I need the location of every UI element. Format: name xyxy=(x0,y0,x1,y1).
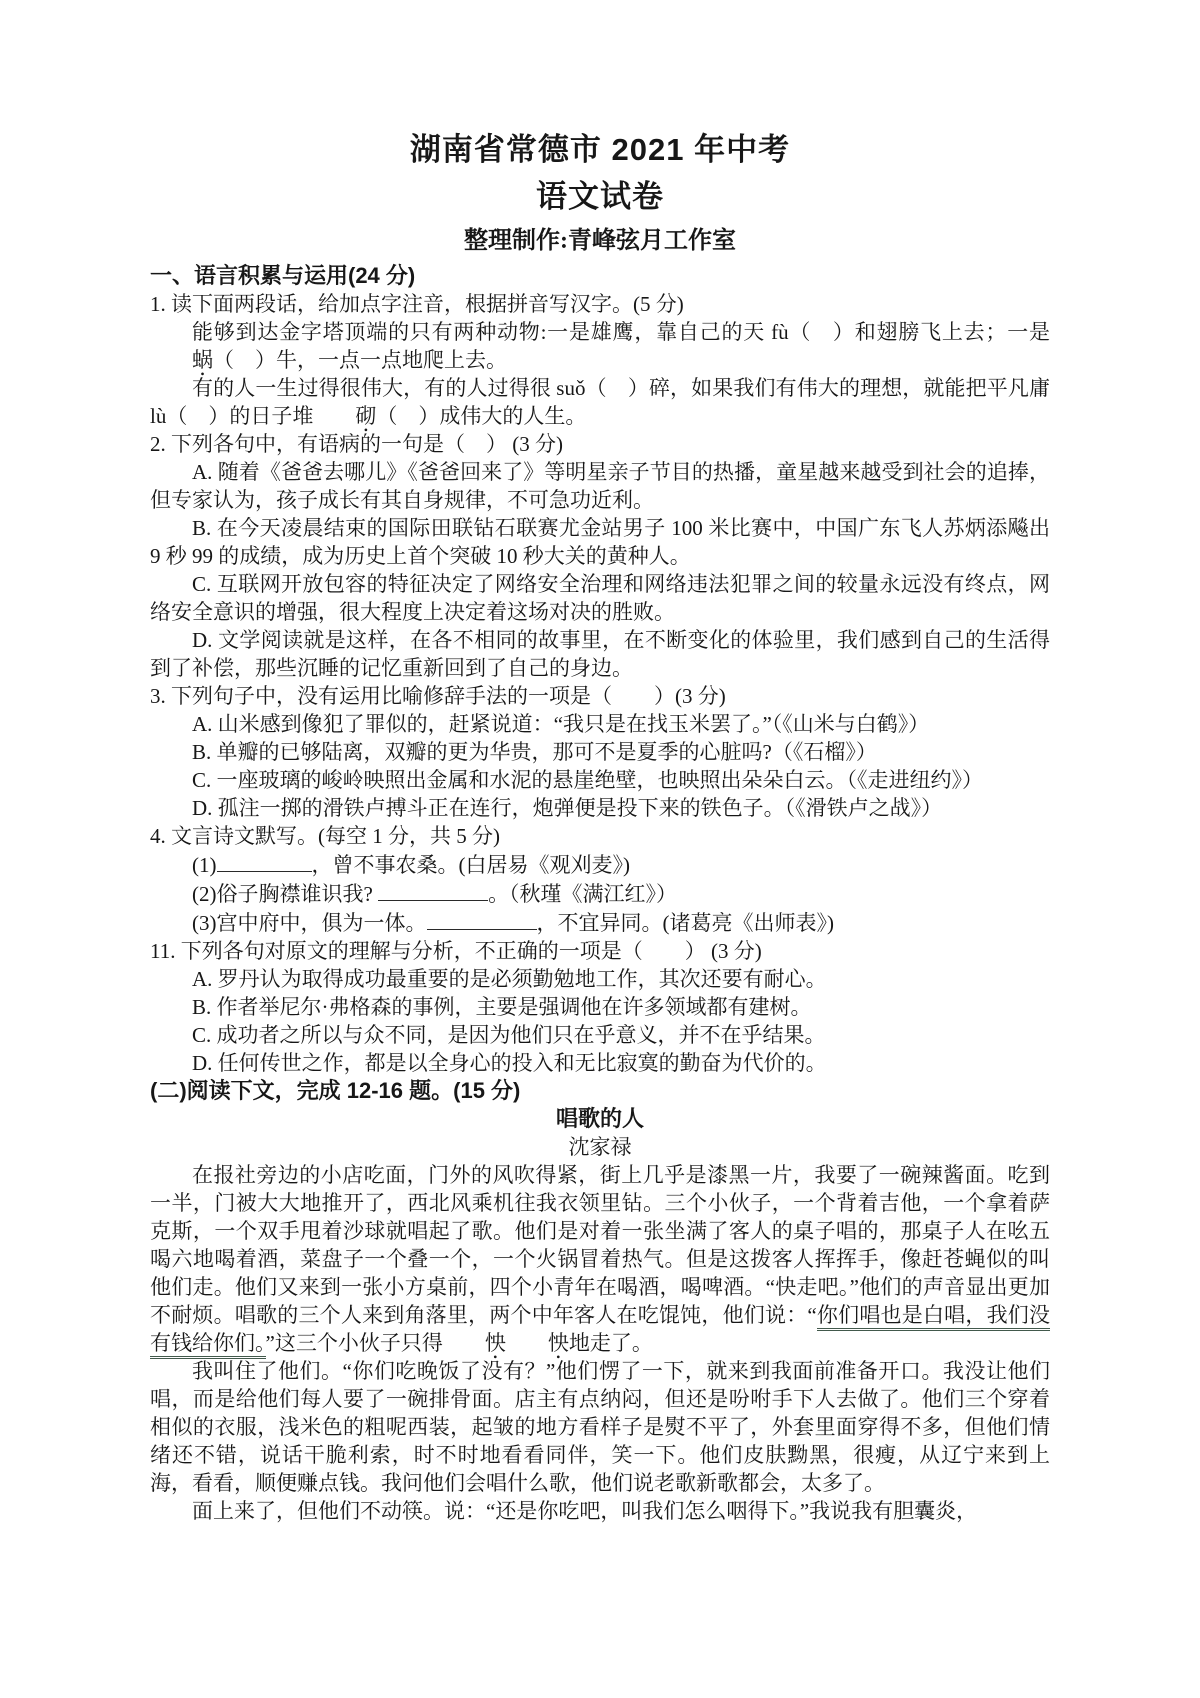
question-3-option-b xyxy=(150,738,1050,766)
text-segment: 。（秋瑾《满江红》） xyxy=(488,882,678,906)
text-segment: ，曾不事农桑。(白居易《观刈麦》) xyxy=(311,853,630,877)
question-3-option-c xyxy=(150,766,1050,794)
text-segment: 在报社旁边的小店吃面，门外的风吹得紧，街上几乎是漆黑一片，我要了一碗辣酱面。吃到一半，门被大大地推开了，西北风乘机往我衣领里钻。三个小伙子，一个背着吉他，一个拿着萨克斯，一个双手甩着沙球就唱起了歌。他们是对着一张坐满了客人的桌子唱的，那桌子人在吆五喝六地喝着酒，菜盘子一个叠一个，一个火锅冒着热气。但是这拨客人挥挥手，像赶苍蝇似的叫他们走。他们又来到一张小方桌前，四个小青年在喝酒，喝啤酒。“快走吧。”他们的声音显出更加不耐烦。唱歌的三个人来到角落里，两个中年客人在吃馄饨，他们说：“ xyxy=(150,1163,1050,1327)
answer-blank xyxy=(427,908,537,930)
text-segment: 有的人一生过得很伟大，有的人过得很 suǒ（ ）碎，如果我们有伟大的理想，就能把平凡庸 lù（ ）的日子堆 xyxy=(150,376,1050,428)
text-segment: 唱歌的人 xyxy=(555,1106,644,1131)
document-title-line2: 语文试卷 xyxy=(536,179,664,214)
text-segment: C. 一座玻璃的峻岭映照出金属和水泥的悬崖绝壁，也映照出朵朵白云。（《走进纽约》） xyxy=(192,768,984,792)
text-segment: B. 作者举尼尔·弗格森的事例，主要是强调他在许多领域都有建树。 xyxy=(192,995,812,1019)
underlined-quote: 你们唱也是白唱，我们没有钱给你们。 xyxy=(150,1303,1050,1359)
text-segment: D. 孤注一掷的滑铁卢搏斗正在连行，炮弹便是投下来的铁色子。（《滑铁卢之战》） xyxy=(192,796,943,820)
section-heading-2 xyxy=(150,1077,1050,1105)
text-segment: 11. 下列各句对原文的理解与分析，不正确的一项是（ ） (3 分) xyxy=(150,939,762,963)
text-segment: D. 任何传世之作，都是以全身心的投入和无比寂寞的勤奋为代价的。 xyxy=(192,1051,827,1075)
passage-paragraph-3 xyxy=(150,1497,1050,1525)
text-segment: 面上来了，但他们不动筷。说：“还是你吃吧，叫我们怎么咽得下。”我说我有胆囊炎， xyxy=(192,1499,978,1523)
text-segment: （ ）牛，一点一点地爬上去。 xyxy=(213,348,507,372)
emphasized-character: 砌 xyxy=(355,404,377,428)
text-segment: (2)俗子胸襟谁识我? xyxy=(192,882,379,906)
text-segment: 2. 下列各句中，有语病的一句是（ ） (3 分) xyxy=(150,432,563,456)
question-1-passage-1 xyxy=(150,318,1050,374)
passage-paragraph-1 xyxy=(150,1161,1050,1357)
passage-paragraph-2 xyxy=(150,1357,1050,1497)
text-segment: C. 互联网开放包容的特征决定了网络安全治理和网络违法犯罪之间的较量永远没有终点，网络安全意识的增强，很大程度上决定着这场对决的胜败。 xyxy=(150,572,1050,624)
question-3-option-a xyxy=(150,710,1050,738)
question-4-stem xyxy=(150,822,1050,850)
answer-blank xyxy=(217,850,312,872)
emphasized-character: 蜗 xyxy=(192,348,213,372)
question-1-stem xyxy=(150,290,1050,318)
text-segment: 一、语言积累与运用(24 分) xyxy=(150,263,416,288)
text-segment: (1) xyxy=(192,853,217,877)
question-11-stem xyxy=(150,937,1050,965)
document-byline: 整理制作:青峰弦月工作室 xyxy=(464,228,736,254)
text-segment: 1. 读下面两段话，给加点字注音，根据拼音写汉字。(5 分) xyxy=(150,292,684,316)
text-segment: 沈家禄 xyxy=(568,1135,632,1159)
emphasized-character: 怏 xyxy=(484,1331,506,1355)
emphasized-character: 怏 xyxy=(547,1331,569,1355)
question-4-item-2 xyxy=(150,879,1050,908)
document-content xyxy=(150,262,1050,1525)
text-segment: A. 山米感到像犯了罪似的，赶紧说道：“我只是在找玉米罢了。”（《山米与白鹤》） xyxy=(192,712,930,736)
question-3-stem xyxy=(150,682,1050,710)
question-4-item-3 xyxy=(150,908,1050,937)
question-11-option-b xyxy=(150,993,1050,1021)
answer-blank xyxy=(378,879,488,901)
question-11-option-c xyxy=(150,1021,1050,1049)
text-segment: 4. 文言诗文默写。(每空 1 分，共 5 分) xyxy=(150,824,500,848)
text-segment: 我叫住了他们。“你们吃晚饭了没有？”他们愣了一下，就来到我面前准备开口。我没让他们唱，而是给他们每人要了一碗排骨面。店主有点纳闷，但还是吩咐手下人去做了。他们三个穿着相似的衣服，浅米色的粗呢西装，起皱的地方看样子是熨不平了，外套里面穿得不多，但他们情绪还不错，说话干脆利索，时不时地看看同伴，笑一下。他们皮肤黝黑，很瘦，从辽宁来到上海，看看，顺便赚点钱。我问他们会唱什么歌，他们说老歌新歌都会，太多了。 xyxy=(150,1359,1050,1495)
text-segment: A. 罗丹认为取得成功最重要的是必须勤勉地工作，其次还要有耐心。 xyxy=(192,967,827,991)
document-title-line1: 湖南省常德市 2021 年中考 xyxy=(409,132,791,167)
text-segment: (二)阅读下文，完成 12-16 题。(15 分) xyxy=(150,1078,521,1103)
text-segment: ，不宜异同。(诸葛亮《出师表》) xyxy=(536,911,834,935)
text-segment: D. 文学阅读就是这样，在各不相同的故事里，在不断变化的体验里，我们感到自己的生活得到了补偿，那些沉睡的记忆重新回到了自己的身边。 xyxy=(150,628,1050,680)
text-segment: C. 成功者之所以与众不同，是因为他们只在乎意义，并不在乎结果。 xyxy=(192,1023,826,1047)
question-11-option-a xyxy=(150,965,1050,993)
text-segment: （ ）成伟大的人生。 xyxy=(376,404,587,428)
question-2-option-b xyxy=(150,514,1050,570)
question-11-option-d xyxy=(150,1049,1050,1077)
text-segment: B. 在今天凌晨结束的国际田联钻石联赛尤金站男子 100 米比赛中，中国广东飞人苏炳添飚出 9 秒 99 的成绩，成为历史上首个突破 10 秒大关的黄种人。 xyxy=(150,516,1050,568)
text-segment: 地走了。 xyxy=(568,1331,653,1355)
text-segment: 3. 下列句子中，没有运用比喻修辞手法的一项是（ ）(3 分) xyxy=(150,684,726,708)
text-segment: ”这三个小伙子只得 xyxy=(265,1331,443,1355)
question-1-passage-2 xyxy=(150,374,1050,430)
text-segment: A. 随着《爸爸去哪儿》《爸爸回来了》等明星亲子节目的热播，童星越来越受到社会的追捧，但专家认为，孩子成长有其自身规律，不可急功近利。 xyxy=(150,460,1050,512)
question-2-option-d xyxy=(150,626,1050,682)
text-segment: 能够到达金字塔顶端的只有两种动物:一是雄鹰，靠自己的天 fù（ ）和翅膀飞上去；一是 xyxy=(192,320,1050,344)
question-4-item-1 xyxy=(150,850,1050,879)
text-segment: (3)宫中府中，俱为一体。 xyxy=(192,911,427,935)
question-2-option-c xyxy=(150,570,1050,626)
passage-title xyxy=(150,1105,1050,1133)
question-3-option-d xyxy=(150,794,1050,822)
question-2-option-a xyxy=(150,458,1050,514)
text-segment: B. 单瓣的已够陆离，双瓣的更为华贵，那可不是夏季的心脏吗?（《石榴》） xyxy=(192,740,877,764)
question-2-stem xyxy=(150,430,1050,458)
section-heading-1 xyxy=(150,262,1050,290)
passage-author xyxy=(150,1133,1050,1161)
